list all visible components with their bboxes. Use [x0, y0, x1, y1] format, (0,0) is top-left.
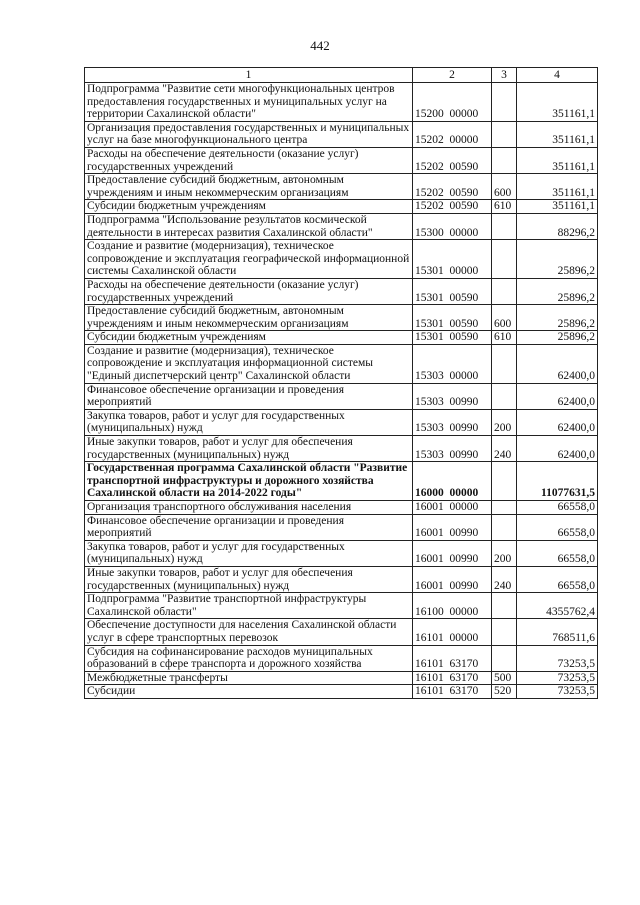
table-row	[85, 685, 598, 699]
row-code: 16001 00990	[413, 514, 492, 540]
row-amount: 351161,1	[517, 200, 598, 214]
table-row	[85, 540, 598, 566]
column-header: 2	[413, 68, 492, 83]
table-row	[85, 331, 598, 345]
row-expense-type	[492, 240, 517, 279]
row-code: 15303 00990	[413, 409, 492, 435]
table-row	[85, 566, 598, 592]
row-name: Организация транспортного обслуживания населения	[85, 501, 413, 515]
row-code: 15202 00590	[413, 200, 492, 214]
row-expense-type: 200	[492, 540, 517, 566]
row-code: 15301 00590	[413, 331, 492, 345]
column-header: 4	[517, 68, 598, 83]
column-header: 1	[85, 68, 413, 83]
row-expense-type	[492, 619, 517, 645]
row-amount: 25896,2	[517, 305, 598, 331]
row-code: 16001 00990	[413, 540, 492, 566]
row-expense-type	[492, 383, 517, 409]
table-row	[85, 174, 598, 200]
row-name: Финансовое обеспечение организации и проведения мероприятий	[85, 514, 413, 540]
table-row	[85, 344, 598, 383]
row-amount: 351161,1	[517, 147, 598, 173]
row-name: Субсидии бюджетным учреждениям	[85, 200, 413, 214]
row-amount: 66558,0	[517, 501, 598, 515]
row-code: 15200 00000	[413, 83, 492, 122]
table-row	[85, 409, 598, 435]
row-expense-type: 200	[492, 409, 517, 435]
row-code: 15300 00000	[413, 213, 492, 239]
row-code: 15303 00000	[413, 344, 492, 383]
row-name: Субсидии	[85, 685, 413, 699]
table-row	[85, 383, 598, 409]
row-expense-type	[492, 344, 517, 383]
row-name: Предоставление субсидий бюджетным, автономным учреждениям и иным некоммерческим организациям	[85, 174, 413, 200]
row-expense-type: 600	[492, 174, 517, 200]
row-code: 16100 00000	[413, 593, 492, 619]
row-name: Подпрограмма "Развитие сети многофункциональных центров предоставления государственных и муниципальных услуг на территории Сахалинской области"	[85, 83, 413, 122]
row-name: Субсидия на софинансирование расходов муниципальных образований в сфере транспорта и дорожного хозяйства	[85, 645, 413, 671]
table-header-row	[85, 68, 598, 83]
row-amount: 25896,2	[517, 240, 598, 279]
table-row	[85, 213, 598, 239]
row-name: Обеспечение доступности для населения Сахалинской области услуг в сфере транспортных перевозок	[85, 619, 413, 645]
row-code: 16001 00990	[413, 566, 492, 592]
row-name: Подпрограмма "Использование результатов космической деятельности в интересах развития Сахалинской области"	[85, 213, 413, 239]
table-row	[85, 645, 598, 671]
row-amount: 11077631,5	[517, 462, 598, 501]
row-code: 15301 00590	[413, 278, 492, 304]
table-row	[85, 83, 598, 122]
row-expense-type	[492, 462, 517, 501]
row-code: 15202 00000	[413, 121, 492, 147]
row-name: Создание и развитие (модернизация), техническое сопровождение и эксплуатация информационной системы "Единый диспетчерский центр" Сахалинской области	[85, 344, 413, 383]
row-code: 15301 00000	[413, 240, 492, 279]
row-amount: 25896,2	[517, 331, 598, 345]
row-expense-type	[492, 501, 517, 515]
row-amount: 88296,2	[517, 213, 598, 239]
row-amount: 66558,0	[517, 540, 598, 566]
row-expense-type: 610	[492, 200, 517, 214]
row-code: 15202 00590	[413, 174, 492, 200]
table-row	[85, 121, 598, 147]
row-expense-type	[492, 514, 517, 540]
column-header: 3	[492, 68, 517, 83]
row-name: Организация предоставления государственных и муниципальных услуг на базе многофункционального центра	[85, 121, 413, 147]
table-row	[85, 147, 598, 173]
row-amount: 66558,0	[517, 514, 598, 540]
row-amount: 351161,1	[517, 83, 598, 122]
table-row	[85, 671, 598, 685]
row-name: Межбюджетные трансферты	[85, 671, 413, 685]
row-amount: 768511,6	[517, 619, 598, 645]
row-expense-type	[492, 121, 517, 147]
row-expense-type: 600	[492, 305, 517, 331]
row-code: 15303 00990	[413, 383, 492, 409]
row-code: 16101 63170	[413, 671, 492, 685]
row-code: 16101 63170	[413, 685, 492, 699]
row-code: 16000 00000	[413, 462, 492, 501]
row-amount: 351161,1	[517, 121, 598, 147]
row-expense-type: 240	[492, 436, 517, 462]
table-row	[85, 462, 598, 501]
row-amount: 73253,5	[517, 645, 598, 671]
row-name: Расходы на обеспечение деятельности (оказание услуг) государственных учреждений	[85, 147, 413, 173]
row-amount: 73253,5	[517, 685, 598, 699]
row-expense-type	[492, 278, 517, 304]
row-name: Закупка товаров, работ и услуг для государственных (муниципальных) нужд	[85, 540, 413, 566]
row-name: Субсидии бюджетным учреждениям	[85, 331, 413, 345]
table-row	[85, 619, 598, 645]
row-code: 16101 00000	[413, 619, 492, 645]
row-name: Создание и развитие (модернизация), техническое сопровождение и эксплуатация географической информационной системы Сахалинской области	[85, 240, 413, 279]
table-row	[85, 593, 598, 619]
row-amount: 351161,1	[517, 174, 598, 200]
row-name: Иные закупки товаров, работ и услуг для обеспечения государственных (муниципальных) нужд	[85, 566, 413, 592]
table-body	[85, 83, 598, 699]
row-code: 15301 00590	[413, 305, 492, 331]
row-code: 16101 63170	[413, 645, 492, 671]
row-code: 16001 00000	[413, 501, 492, 515]
row-name: Закупка товаров, работ и услуг для государственных (муниципальных) нужд	[85, 409, 413, 435]
row-name: Расходы на обеспечение деятельности (оказание услуг) государственных учреждений	[85, 278, 413, 304]
row-amount: 62400,0	[517, 344, 598, 383]
row-name: Иные закупки товаров, работ и услуг для обеспечения государственных (муниципальных) нужд	[85, 436, 413, 462]
row-expense-type: 520	[492, 685, 517, 699]
table-row	[85, 278, 598, 304]
row-expense-type: 240	[492, 566, 517, 592]
table-row	[85, 240, 598, 279]
row-amount: 62400,0	[517, 383, 598, 409]
row-amount: 62400,0	[517, 409, 598, 435]
row-amount: 73253,5	[517, 671, 598, 685]
table-row	[85, 436, 598, 462]
row-expense-type	[492, 213, 517, 239]
row-code: 15202 00590	[413, 147, 492, 173]
row-code: 15303 00990	[413, 436, 492, 462]
row-name: Предоставление субсидий бюджетным, автономным учреждениям и иным некоммерческим организациям	[85, 305, 413, 331]
row-name: Подпрограмма "Развитие транспортной инфраструктуры Сахалинской области"	[85, 593, 413, 619]
row-name: Финансовое обеспечение организации и проведения мероприятий	[85, 383, 413, 409]
row-expense-type: 610	[492, 331, 517, 345]
row-expense-type: 500	[492, 671, 517, 685]
row-amount: 66558,0	[517, 566, 598, 592]
table-row	[85, 501, 598, 515]
row-amount: 4355762,4	[517, 593, 598, 619]
budget-table	[84, 67, 598, 699]
row-amount: 62400,0	[517, 436, 598, 462]
row-amount: 25896,2	[517, 278, 598, 304]
table-row	[85, 514, 598, 540]
table-row	[85, 305, 598, 331]
page-number: 442	[310, 38, 330, 53]
row-expense-type	[492, 83, 517, 122]
table-row	[85, 200, 598, 214]
row-expense-type	[492, 645, 517, 671]
row-name: Государственная программа Сахалинской области "Развитие транспортной инфраструктуры и дорожного хозяйства Сахалинской области на 2014-2022 годы"	[85, 462, 413, 501]
row-expense-type	[492, 147, 517, 173]
row-expense-type	[492, 593, 517, 619]
